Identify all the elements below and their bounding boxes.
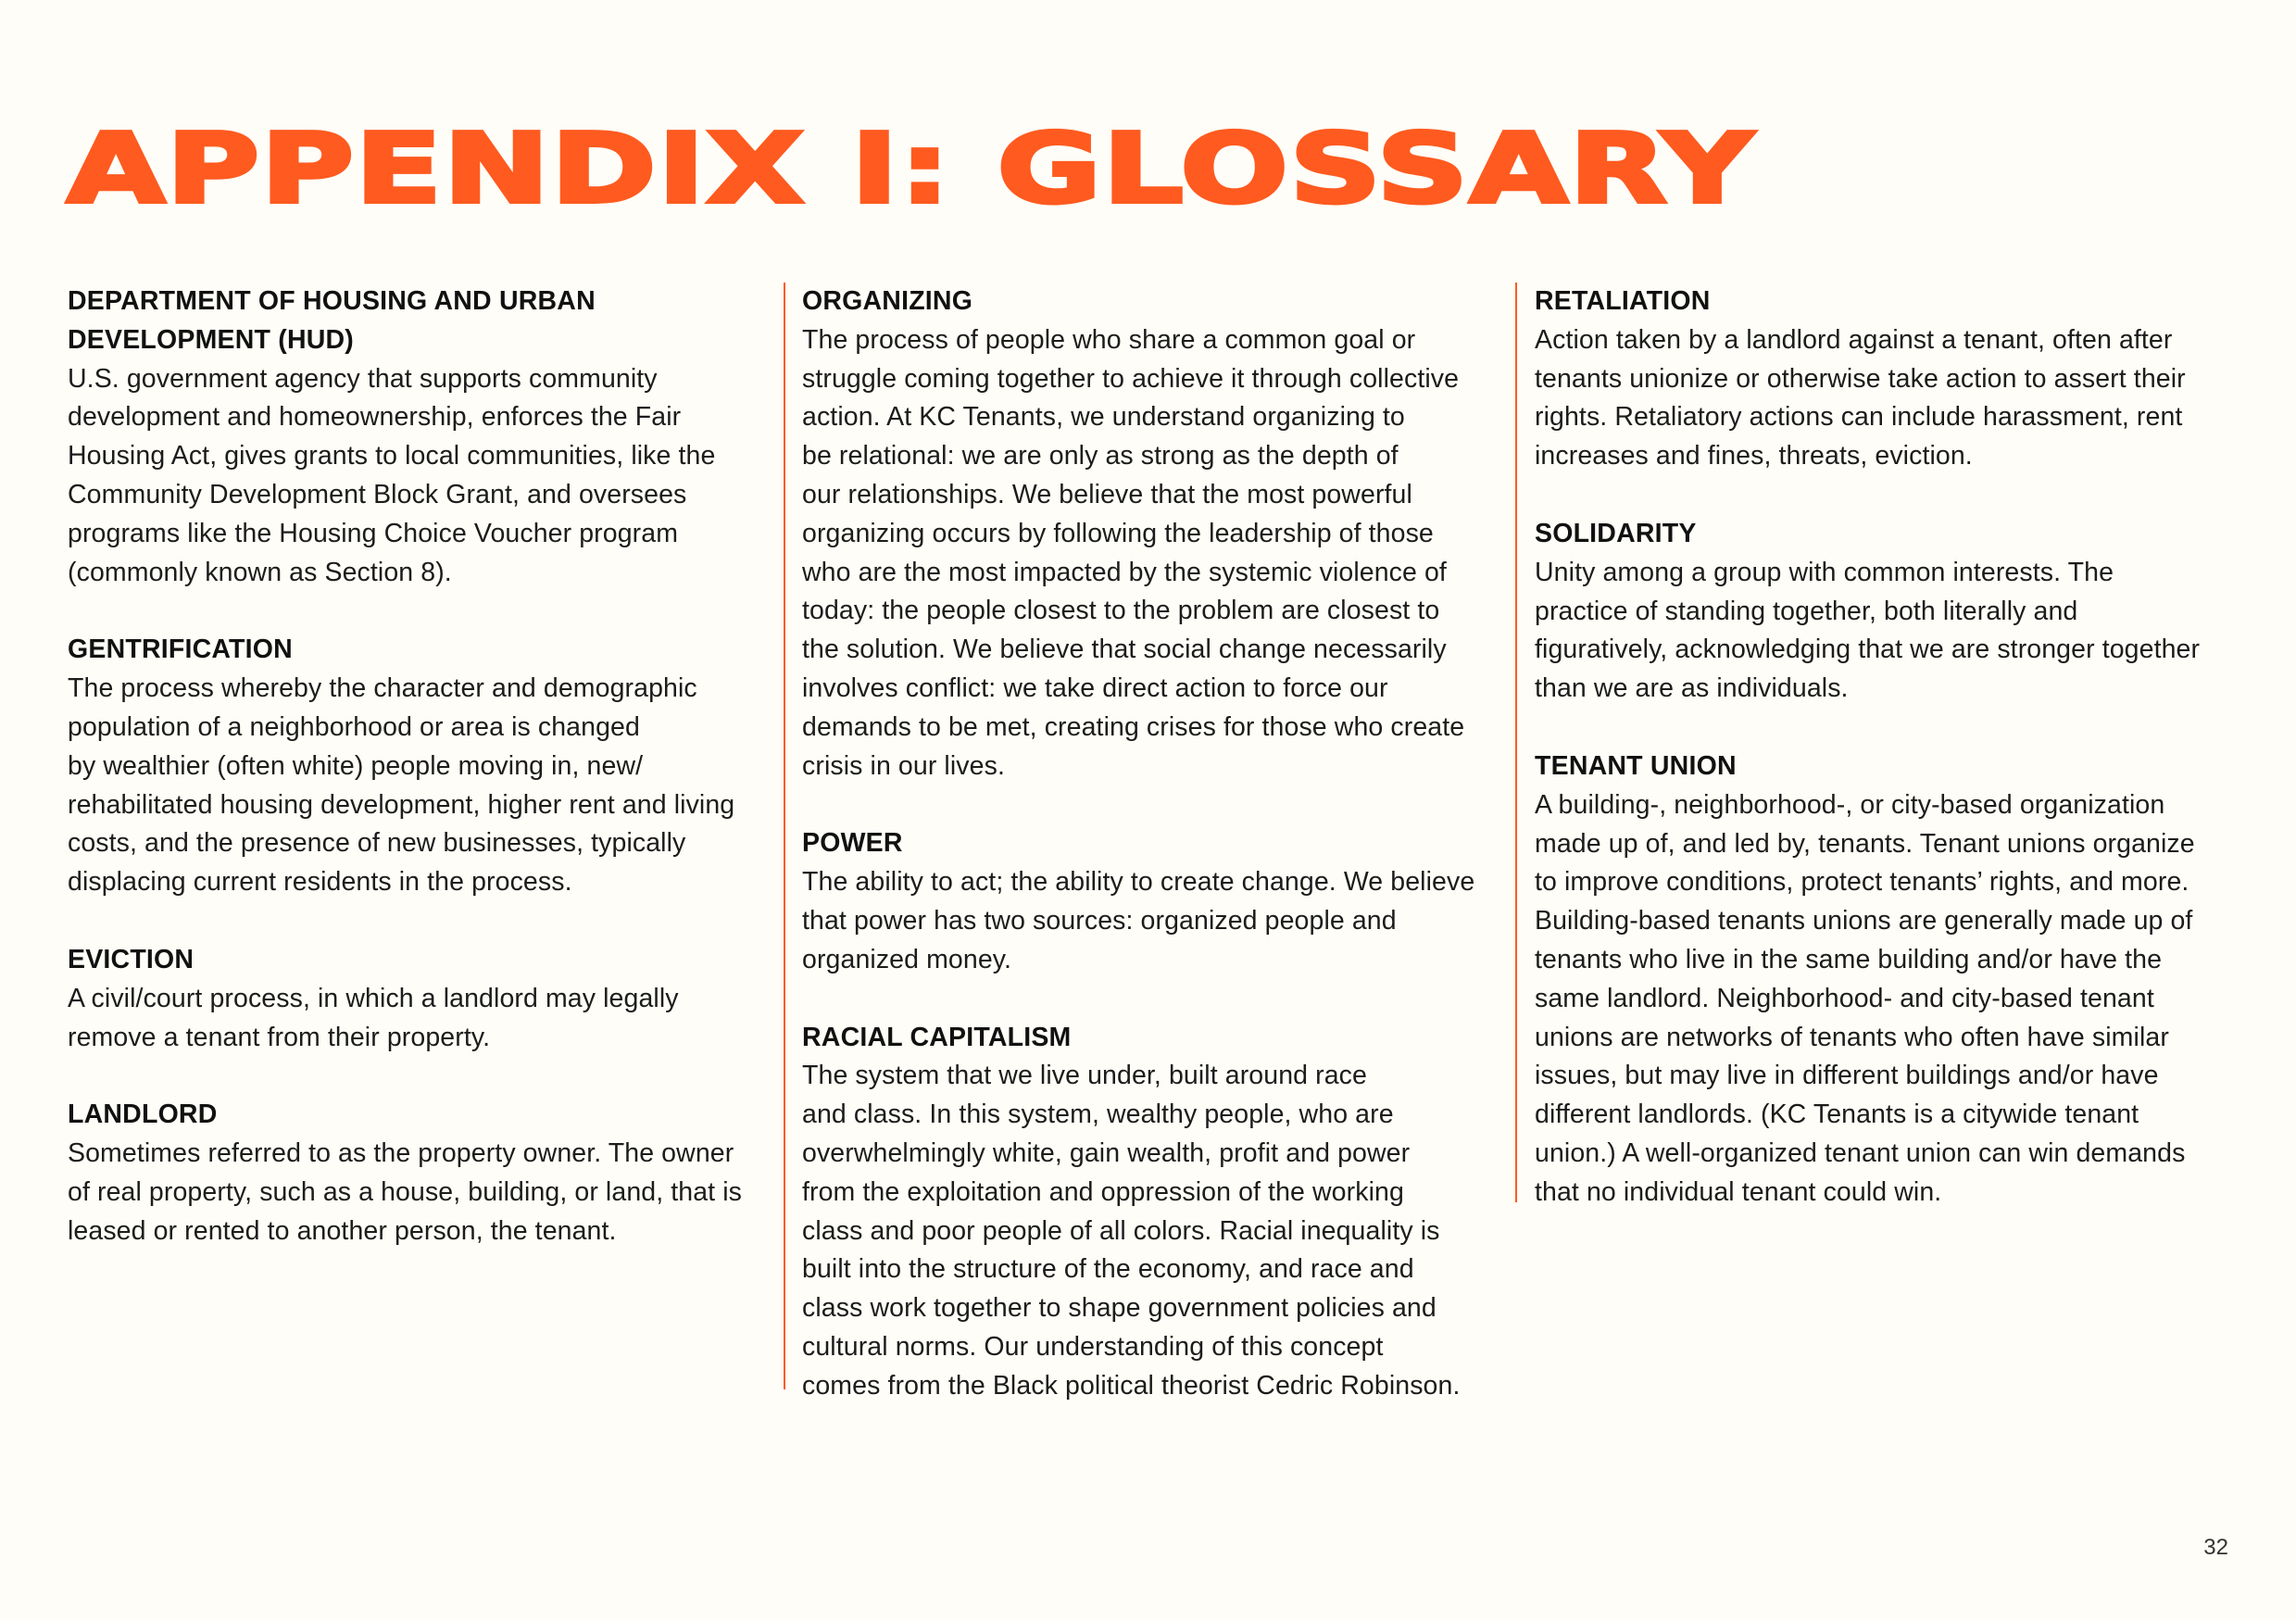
glossary-entry-racial-capitalism bbox=[802, 1019, 1506, 1406]
glossary-term: ORGANIZING bbox=[802, 286, 973, 316]
glossary-column-2 bbox=[802, 283, 1506, 1445]
glossary-definition: The system that we live under, built around race and class. In this system, wealthy people, who are overwhelmingly white, gain wealth, profit and power from the exploitation and oppression of the working class and poor people of all colors. Racial inequality is built into the structure of the economy, and race and class work together to shape government policies and cultural norms. Our understanding of this concept comes from the Black political theorist Cedric Robinson. bbox=[802, 1061, 1461, 1401]
glossary-entry-hud bbox=[68, 283, 772, 592]
glossary-term: EVICTION bbox=[68, 944, 194, 974]
glossary-definition: Action taken by a landlord against a tenant, often after tenants unionize or otherwise take action to assert their rights. Retaliatory actions can include harassment, rent increases and fines, threats, eviction. bbox=[1535, 324, 2186, 471]
glossary-definition: The ability to act; the ability to create change. We believe that power has two sources: organized people and organized money. bbox=[802, 867, 1475, 974]
glossary-definition: Unity among a group with common interests. The practice of standing together, both literally and figuratively, acknowledging that we are stronger together than we are as individuals. bbox=[1535, 557, 2201, 704]
glossary-term: LANDLORD bbox=[68, 1100, 218, 1130]
glossary-definition: U.S. government agency that supports community development and homeownership, enforces the Fair Housing Act, gives grants to local communities, like the Community Development Block Grant, and oversees programs like the Housing Choice Voucher program (commonly known as Section 8). bbox=[68, 363, 716, 587]
glossary-column-1 bbox=[68, 283, 772, 1290]
glossary-entry-landlord bbox=[68, 1096, 772, 1250]
glossary-definition: Sometimes referred to as the property owner. The owner of real property, such as a house, building, or land, that is leased or rented to another person, the tenant. bbox=[68, 1138, 742, 1246]
page-title: APPENDIX I: GLOSSARY bbox=[67, 112, 1755, 225]
glossary-definition: A building-, neighborhood-, or city-based organization made up of, and led by, tenants. Tenant unions organize to improve conditions, protect tenants’ rights, and more. Building-based tenants unions are generally made up of tenants who live in the same building and/or have the same landlord. Neighborhood- and city-based tenant unions are networks of tenants who often have similar issues, but may live in different buildings and/or have different landlords. (KC Tenants is a citywide tenant union.) A well-organized tenant union can win demands that no individual tenant could win. bbox=[1535, 789, 2195, 1207]
glossary-term: RACIAL CAPITALISM bbox=[802, 1022, 1072, 1052]
glossary-entry-gentrification bbox=[68, 631, 772, 902]
glossary-term: RETALIATION bbox=[1535, 286, 1711, 316]
glossary-entry-eviction bbox=[68, 941, 772, 1057]
glossary-definition: The process of people who share a common goal or struggle coming together to achieve it through collective action. At KC Tenants, we understand organizing to be relational: we are only as strong as the depth of our relationships. We believe that the most powerful organizing occurs by following the leadership of those who are the most impacted by the systemic violence of today: the people closest to the problem are closest to the solution. We believe that social change necessarily involves conflict: we take direct action to force our demands to be met, creating crises for those who create crisis in our lives. bbox=[802, 324, 1465, 781]
column-divider bbox=[784, 283, 785, 1389]
glossary-entry-organizing bbox=[802, 283, 1506, 785]
glossary-entry-power bbox=[802, 824, 1506, 979]
glossary-term: SOLIDARITY bbox=[1535, 518, 1697, 548]
glossary-term: DEPARTMENT OF HOUSING AND URBAN DEVELOPMENT (HUD) bbox=[68, 286, 596, 355]
glossary-term: POWER bbox=[802, 828, 903, 859]
glossary-entry-retaliation bbox=[1535, 283, 2239, 476]
page-number: 32 bbox=[2203, 1535, 2228, 1560]
glossary-column-3 bbox=[1535, 283, 2239, 1251]
glossary-entry-tenant-union bbox=[1535, 748, 2239, 1213]
glossary-term: TENANT UNION bbox=[1535, 750, 1737, 781]
column-divider bbox=[1515, 283, 1517, 1202]
glossary-definition: A civil/court process, in which a landlord may legally remove a tenant from their property. bbox=[68, 983, 679, 1052]
glossary-definition: The process whereby the character and demographic population of a neighborhood or area is changed by wealthier (often white) people moving in, new/ rehabilitated housing development, higher rent and living costs, and the presence of new businesses, typically displacing current residents in the process. bbox=[68, 673, 735, 898]
glossary-entry-solidarity bbox=[1535, 515, 2239, 709]
glossary-term: GENTRIFICATION bbox=[68, 635, 293, 665]
